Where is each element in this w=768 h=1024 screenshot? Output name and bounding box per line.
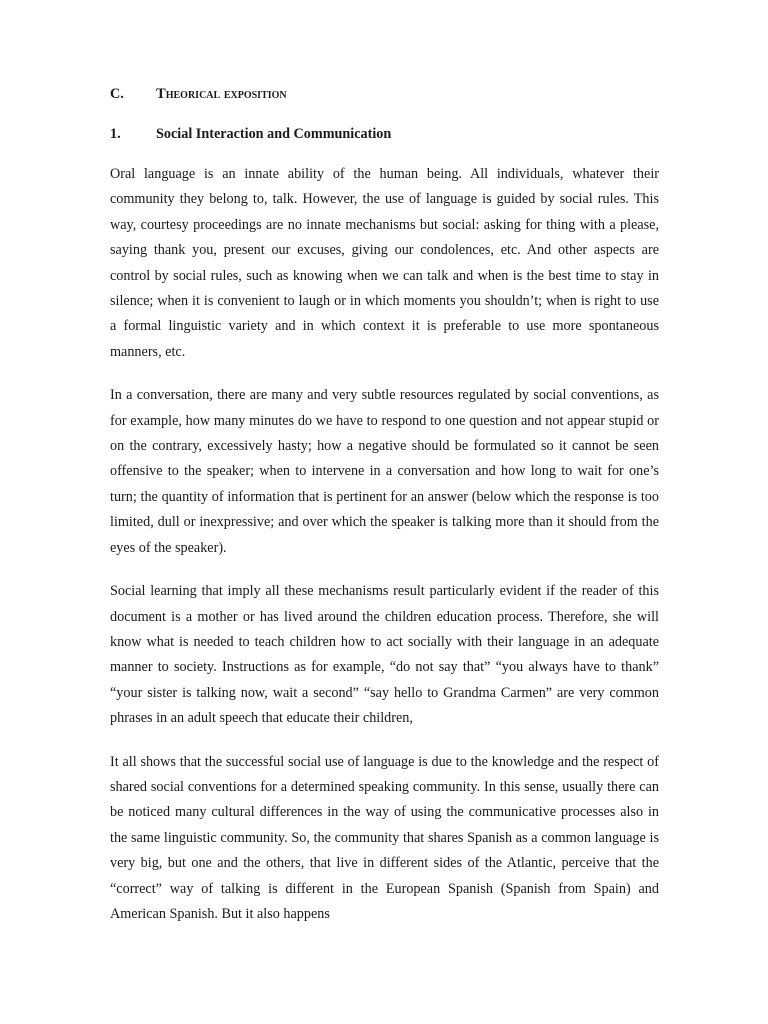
paragraph-conversation: In a conversation, there are many and very subtle resources regulated by social conventions, as for example, how many minutes do we have to respond to one question and not appear stupid or on the contrary, excessively hasty; how a negative should be formulated so it cannot be seen offensive to the speaker; when to intervene in a conversation and how long to wait for one’s turn; the quantity of information that is pertinent for an answer (below which the response is too limited, dull or inexpressive; and over which the speaker is talking more than it should from the eyes of the speaker). [110,387,659,556]
document-page [110,84,659,927]
paragraph-oral-language: Oral language is an innate ability of the human being. All individuals, whatever their community they belong to, talk. However, the use of language is guided by social rules. This way, courtesy proceedings are no innate mechanisms but social: asking for thing with a please, saying thank you, present our excuses, giving our condolences, etc. And other aspects are control by social rules, such as knowing when we can talk and when is the best time to stay in silence; when it is convenient to laugh or in which moments you shouldn’t; when is right to use a formal linguistic variety and in which context it is preferable to use more spontaneous manners, etc. [110,166,659,360]
section-number: C. [110,86,124,102]
subsection-number: 1. [110,126,121,142]
paragraph-social-learning: Social learning that imply all these mechanisms result particularly evident if the reader of this document is a mother or has lived around the children education process. Therefore, she will know what is needed to teach children how to act socially with their language in an adequate manner to society. Instructions as for example, “do not say that” “you always have to thank” “your sister is talking now, wait a second” “say hello to Grandma Carmen” are very common phrases in an adult speech that educate their children, [110,583,659,727]
subsection-title: Social Interaction and Communication [156,126,392,142]
paragraph-shared-conventions: It all shows that the successful social use of language is due to the knowledge and the respect of shared social conventions for a determined speaking community. In this sense, usually there can be noticed many cultural differences in the way of using the communicative processes also in the same linguistic community. So, the community that shares Spanish as a common language is very big, but one and the others, that live in different sides of the Atlantic, perceive that the “correct” way of talking is different in the European Spanish (Spanish from Spain) and American Spanish. But it also happens [110,753,659,922]
section-heading [110,84,659,104]
section-title: Theorical exposition [156,86,287,102]
subsection-heading [110,124,659,144]
